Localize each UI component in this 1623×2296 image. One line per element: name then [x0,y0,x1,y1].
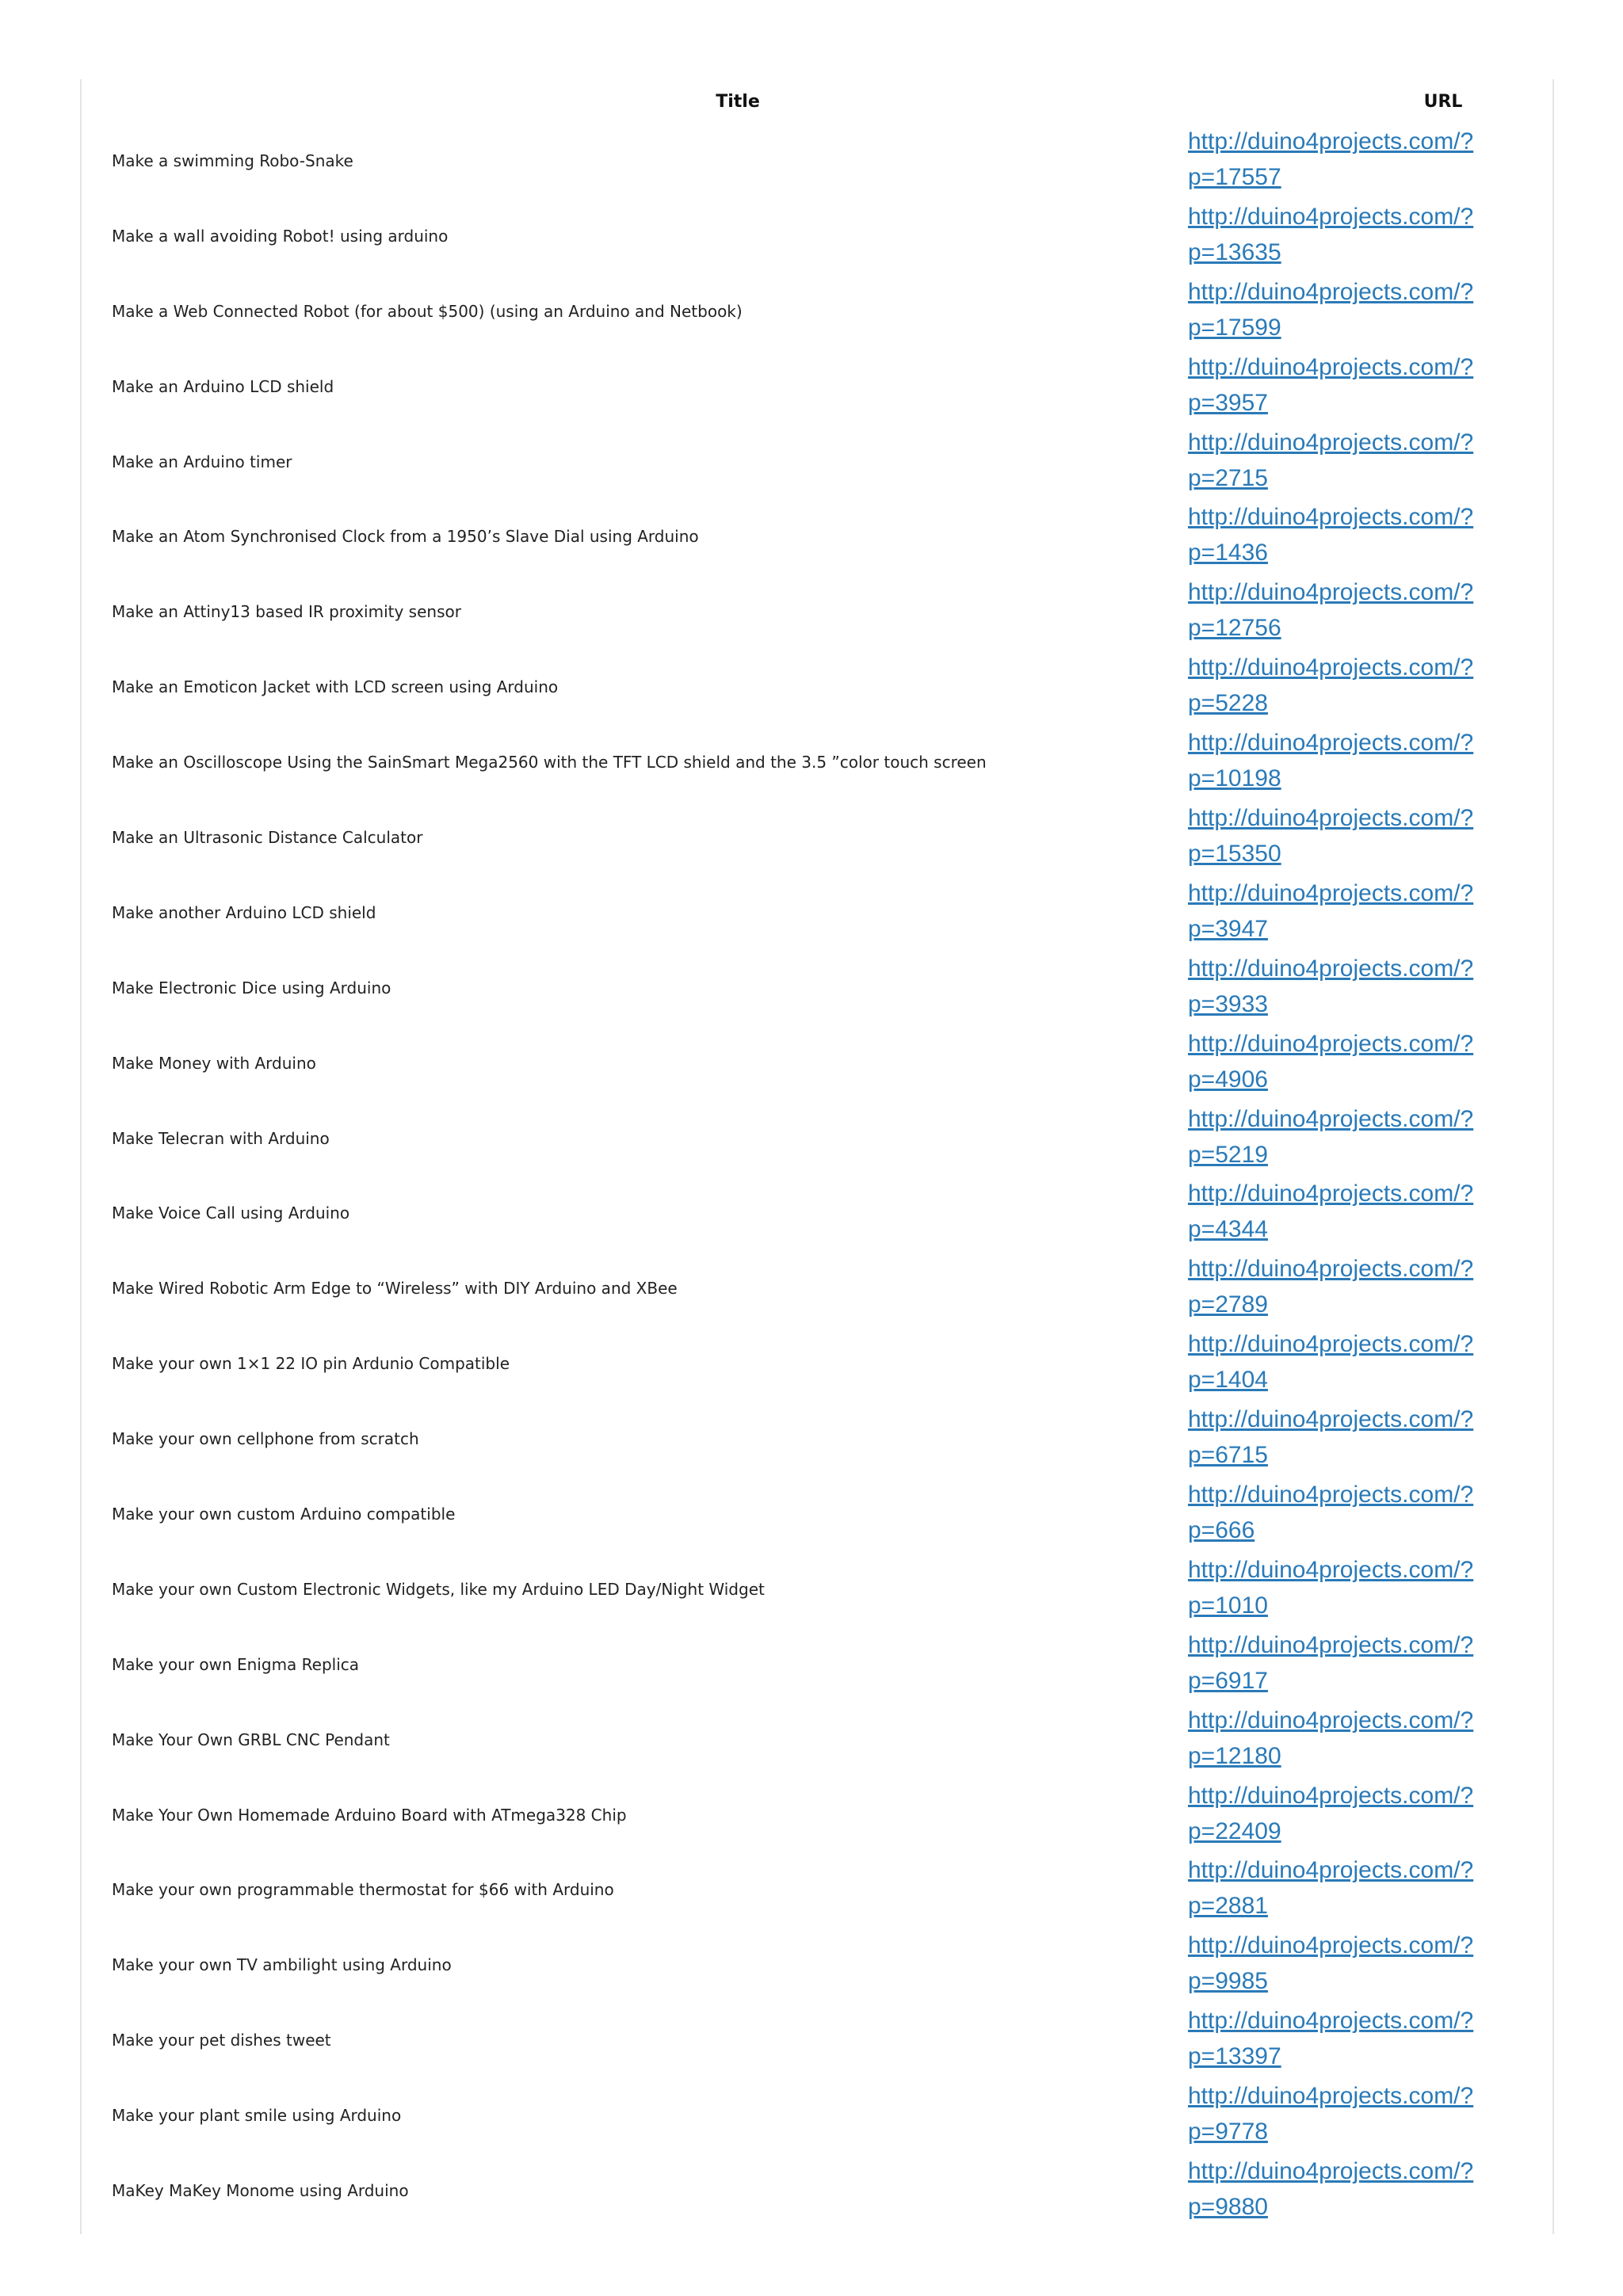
table-row [80,274,1554,349]
project-link-prefix: http://duino4projects.com/? [1188,429,1474,456]
table-row [80,1852,1554,1928]
project-link-query: p=22409 [1188,1817,1281,1844]
project-title: Make Wired Robotic Arm Edge to “Wireless” with DIY Arduino and XBee [112,1279,678,1299]
project-link[interactable] [1188,800,1489,871]
project-link-query: p=2715 [1188,464,1268,491]
table-row [80,1251,1554,1326]
project-title: Make a Web Connected Robot (for about $500) (using an Arduino and Netbook) [112,301,743,321]
project-link[interactable] [1188,1402,1489,1473]
table-row [80,1326,1554,1402]
table-row [80,1176,1554,1251]
project-link-prefix: http://duino4projects.com/? [1188,579,1474,606]
table-row [80,499,1554,574]
project-link-query: p=6715 [1188,1442,1268,1469]
project-link-query: p=4344 [1188,1216,1268,1243]
project-link-query: p=3933 [1188,990,1268,1017]
project-link-prefix: http://duino4projects.com/? [1188,1707,1474,1733]
project-link-query: p=17599 [1188,314,1281,341]
project-title: Make your own Enigma Replica [112,1654,360,1674]
project-link-prefix: http://duino4projects.com/? [1188,203,1474,230]
project-link-prefix: http://duino4projects.com/? [1188,2083,1474,2110]
project-link-prefix: http://duino4projects.com/? [1188,1180,1474,1207]
project-link[interactable] [1188,1627,1489,1699]
table-row [80,1928,1554,2003]
project-link-prefix: http://duino4projects.com/? [1188,1556,1474,1583]
project-title: Make Your Own GRBL CNC Pendant [112,1730,390,1749]
table-row [80,1703,1554,1778]
project-link-prefix: http://duino4projects.com/? [1188,1482,1474,1508]
project-title: Make another Arduino LCD shield [112,902,376,922]
table-row [80,199,1554,274]
project-link[interactable] [1188,1928,1489,1999]
project-link[interactable] [1188,1477,1489,1548]
project-link-query: p=13397 [1188,2043,1281,2070]
project-link[interactable] [1188,2153,1489,2225]
project-link[interactable] [1188,349,1489,421]
project-link-prefix: http://duino4projects.com/? [1188,1631,1474,1658]
project-title: Make a swimming Robo-Snake [112,151,353,170]
project-title: Make Voice Call using Arduino [112,1203,350,1223]
project-link-prefix: http://duino4projects.com/? [1188,879,1474,906]
project-link[interactable] [1188,1852,1489,1924]
project-link-prefix: http://duino4projects.com/? [1188,1857,1474,1884]
project-title: Make your plant smile using Arduino [112,2106,402,2126]
project-link-query: p=12180 [1188,1742,1281,1769]
project-link-query: p=666 [1188,1517,1255,1544]
project-title: Make Telecran with Arduino [112,1128,330,1148]
project-link[interactable] [1188,499,1489,570]
project-link[interactable] [1188,1778,1489,1849]
project-title: Make your own Custom Electronic Widgets, like my Arduino LED Day/Night Widget [112,1579,765,1599]
project-link-query: p=5219 [1188,1141,1268,1168]
table-row [80,2153,1554,2229]
project-link[interactable] [1188,1552,1489,1623]
project-link[interactable] [1188,650,1489,721]
table-row [80,951,1554,1026]
project-link-prefix: http://duino4projects.com/? [1188,504,1474,531]
project-title: MaKey MaKey Monome using Arduino [112,2181,409,2201]
project-link-query: p=9880 [1188,2194,1268,2221]
project-link-prefix: http://duino4projects.com/? [1188,1932,1474,1959]
project-title: Make your own cellphone from scratch [112,1429,419,1449]
project-link-query: p=1436 [1188,540,1268,566]
project-link-prefix: http://duino4projects.com/? [1188,1256,1474,1283]
project-link-query: p=3957 [1188,389,1268,416]
table-row [80,650,1554,725]
project-link-query: p=3947 [1188,915,1268,942]
project-link-prefix: http://duino4projects.com/? [1188,1782,1474,1809]
project-link-query: p=5228 [1188,690,1268,717]
project-title: Make an Oscilloscope Using the SainSmart Mega2560 with the TFT LCD shield and the 3.5 ”color touch screen [112,753,987,772]
project-link[interactable] [1188,875,1489,947]
project-title: Make an Attiny13 based IR proximity sensor [112,602,461,622]
project-link-query: p=2789 [1188,1291,1268,1318]
project-title: Make Money with Arduino [112,1053,316,1073]
project-link[interactable] [1188,2078,1489,2149]
table-row [80,800,1554,875]
table-row [80,1627,1554,1703]
table-row [80,349,1554,425]
project-link-query: p=15350 [1188,841,1281,868]
project-link-query: p=2881 [1188,1893,1268,1920]
url-column-header: URL [1423,92,1463,112]
table-row [80,2078,1554,2153]
project-title: Make your own 1×1 22 IO pin Ardunio Compatible [112,1354,510,1374]
project-link[interactable] [1188,725,1489,796]
table-row [80,574,1554,650]
table-row [80,875,1554,951]
project-link-prefix: http://duino4projects.com/? [1188,955,1474,982]
project-title: Make a wall avoiding Robot! using arduino [112,226,449,246]
project-link[interactable] [1188,274,1489,345]
project-link-prefix: http://duino4projects.com/? [1188,1030,1474,1057]
project-link-query: p=1404 [1188,1367,1268,1394]
project-link[interactable] [1188,1101,1489,1173]
table-row [80,124,1554,199]
project-link-query: p=6917 [1188,1667,1268,1694]
table-row [80,1477,1554,1552]
project-link-prefix: http://duino4projects.com/? [1188,278,1474,305]
project-link[interactable] [1188,574,1489,646]
project-link-query: p=1010 [1188,1592,1268,1619]
project-link[interactable] [1188,1703,1489,1774]
table-row [80,1026,1554,1101]
project-title: Make your own custom Arduino compatible [112,1505,456,1524]
project-link-prefix: http://duino4projects.com/? [1188,2158,1474,2185]
title-column-header: Title [716,92,760,112]
table-header [80,86,1554,119]
project-title: Make an Atom Synchronised Clock from a 1950’s Slave Dial using Arduino [112,527,699,547]
table-row [80,2003,1554,2078]
project-link-prefix: http://duino4projects.com/? [1188,1105,1474,1132]
table-row [80,1552,1554,1627]
project-title: Make your own programmable thermostat for $66 with Arduino [112,1880,614,1900]
project-link-query: p=4906 [1188,1066,1268,1093]
table-body [80,124,1554,2229]
project-link[interactable] [1188,951,1489,1022]
table-row [80,1101,1554,1177]
project-title: Make your own TV ambilight using Arduino [112,1955,452,1975]
project-title: Make Your Own Homemade Arduino Board with ATmega328 Chip [112,1805,627,1825]
project-title: Make Electronic Dice using Arduino [112,978,391,997]
project-link[interactable] [1188,425,1489,496]
project-link-query: p=13635 [1188,238,1281,265]
project-title: Make your pet dishes tweet [112,2031,331,2050]
table-row [80,1778,1554,1853]
project-title: Make an Emoticon Jacket with LCD screen using Arduino [112,677,559,697]
project-link[interactable] [1188,1176,1489,1247]
table-row [80,725,1554,800]
project-link-query: p=12756 [1188,615,1281,642]
table-row [80,425,1554,500]
project-link[interactable] [1188,1251,1489,1322]
project-link[interactable] [1188,199,1489,270]
project-link[interactable] [1188,124,1489,195]
project-link-query: p=9778 [1188,2119,1268,2145]
project-title: Make an Arduino timer [112,452,292,471]
project-title: Make an Arduino LCD shield [112,376,334,396]
project-link-query: p=17557 [1188,164,1281,190]
project-link[interactable] [1188,1026,1489,1097]
project-link[interactable] [1188,1326,1489,1398]
project-link-prefix: http://duino4projects.com/? [1188,805,1474,832]
project-link-prefix: http://duino4projects.com/? [1188,1406,1474,1433]
project-link-prefix: http://duino4projects.com/? [1188,654,1474,681]
project-link-prefix: http://duino4projects.com/? [1188,730,1474,757]
project-link-prefix: http://duino4projects.com/? [1188,1331,1474,1358]
table-row [80,1402,1554,1477]
project-link-prefix: http://duino4projects.com/? [1188,353,1474,380]
project-link-query: p=9985 [1188,1968,1268,1995]
project-link-prefix: http://duino4projects.com/? [1188,2008,1474,2035]
project-link[interactable] [1188,2003,1489,2074]
project-title: Make an Ultrasonic Distance Calculator [112,828,423,848]
project-link-query: p=10198 [1188,765,1281,792]
project-link-prefix: http://duino4projects.com/? [1188,128,1474,154]
